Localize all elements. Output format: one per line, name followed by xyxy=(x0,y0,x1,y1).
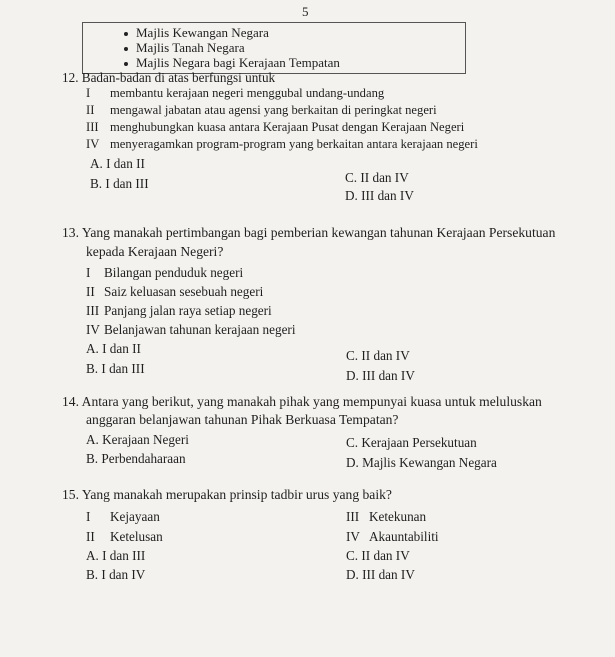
q14-option-d[interactable]: D. Majlis Kewangan Negara xyxy=(346,455,497,470)
q15-item-num: IV xyxy=(346,529,360,544)
q15-item-text: Ketekunan xyxy=(369,509,427,524)
q13-option-d[interactable]: D. III dan IV xyxy=(346,368,415,383)
q14-option-c[interactable]: C. Kerajaan Persekutuan xyxy=(346,435,477,450)
bullet-icon xyxy=(124,47,128,51)
q15-item-text: Kejayaan xyxy=(110,509,160,524)
q12-option-b[interactable]: B. I dan III xyxy=(90,176,149,191)
q15-option-c[interactable]: C. II dan IV xyxy=(346,548,410,563)
q12-item-text: membantu kerajaan negeri menggubal undang-undang xyxy=(110,86,385,100)
q15-option-b[interactable]: B. I dan IV xyxy=(86,567,146,582)
q13-item-text: Belanjawan tahunan kerajaan negeri xyxy=(104,322,296,337)
q13-item-text: Panjang jalan raya setiap negeri xyxy=(104,303,272,318)
q13-item-num: IV xyxy=(86,322,100,337)
bullet-icon xyxy=(124,62,128,66)
question-13-stem: 13. Yang manakah pertimbangan bagi pemberian kewangan tahunan Kerajaan Persekutuan xyxy=(62,225,556,240)
q12-item-num: II xyxy=(86,103,95,117)
q15-option-d[interactable]: D. III dan IV xyxy=(346,567,415,582)
q13-item-num: III xyxy=(86,303,100,318)
q14-option-a[interactable]: A. Kerajaan Negeri xyxy=(86,432,189,447)
q15-item-num: III xyxy=(346,509,360,524)
q13-item-text: Saiz keluasan sesebuah negeri xyxy=(104,284,264,299)
q12-option-d[interactable]: D. III dan IV xyxy=(345,188,414,203)
q15-item-text: Akauntabiliti xyxy=(369,529,439,544)
q13-item-num: I xyxy=(86,265,91,280)
q12-option-a[interactable]: A. I dan II xyxy=(90,156,145,171)
question-15-stem: 15. Yang manakah merupakan prinsip tadbir urus yang baik? xyxy=(62,487,392,502)
q15-item-text: Ketelusan xyxy=(110,529,163,544)
q15-option-a[interactable]: A. I dan III xyxy=(86,548,146,563)
box-item: Majlis Kewangan Negara xyxy=(136,25,269,40)
box-item: Majlis Negara bagi Kerajaan Tempatan xyxy=(136,55,340,70)
question-12-stem: 12. Badan-badan di atas berfungsi untuk xyxy=(62,70,276,85)
q12-item-num: IV xyxy=(86,137,100,151)
q13-option-c[interactable]: C. II dan IV xyxy=(346,348,410,363)
q15-item-num: II xyxy=(86,529,95,544)
q12-item-text: menghubungkan kuasa antara Kerajaan Pusat dengan Kerajaan Negeri xyxy=(110,120,465,134)
q13-option-b[interactable]: B. I dan III xyxy=(86,361,145,376)
question-14-stem: 14. Antara yang berikut, yang manakah pihak yang mempunyai kuasa untuk meluluskan xyxy=(62,394,542,409)
question-13-stem-cont: kepada Kerajaan Negeri? xyxy=(86,244,224,259)
q12-option-c[interactable]: C. II dan IV xyxy=(345,170,409,185)
box-item: Majlis Tanah Negara xyxy=(136,40,245,55)
question-14-stem-cont: anggaran belanjawan tahunan Pihak Berkuasa Tempatan? xyxy=(86,412,399,427)
bullet-icon xyxy=(124,32,128,36)
q12-item-num: III xyxy=(86,120,99,134)
q13-option-a[interactable]: A. I dan II xyxy=(86,341,141,356)
q13-item-num: II xyxy=(86,284,95,299)
q12-item-text: mengawal jabatan atau agensi yang berkaitan di peringkat negeri xyxy=(110,103,437,117)
page-number: 5 xyxy=(302,4,309,19)
q14-option-b[interactable]: B. Perbendaharaan xyxy=(86,451,186,466)
q12-item-num: I xyxy=(86,86,91,100)
q15-item-num: I xyxy=(86,509,91,524)
q12-item-text: menyeragamkan program-program yang berkaitan antara kerajaan negeri xyxy=(110,137,478,151)
q13-item-text: Bilangan penduduk negeri xyxy=(104,265,244,280)
